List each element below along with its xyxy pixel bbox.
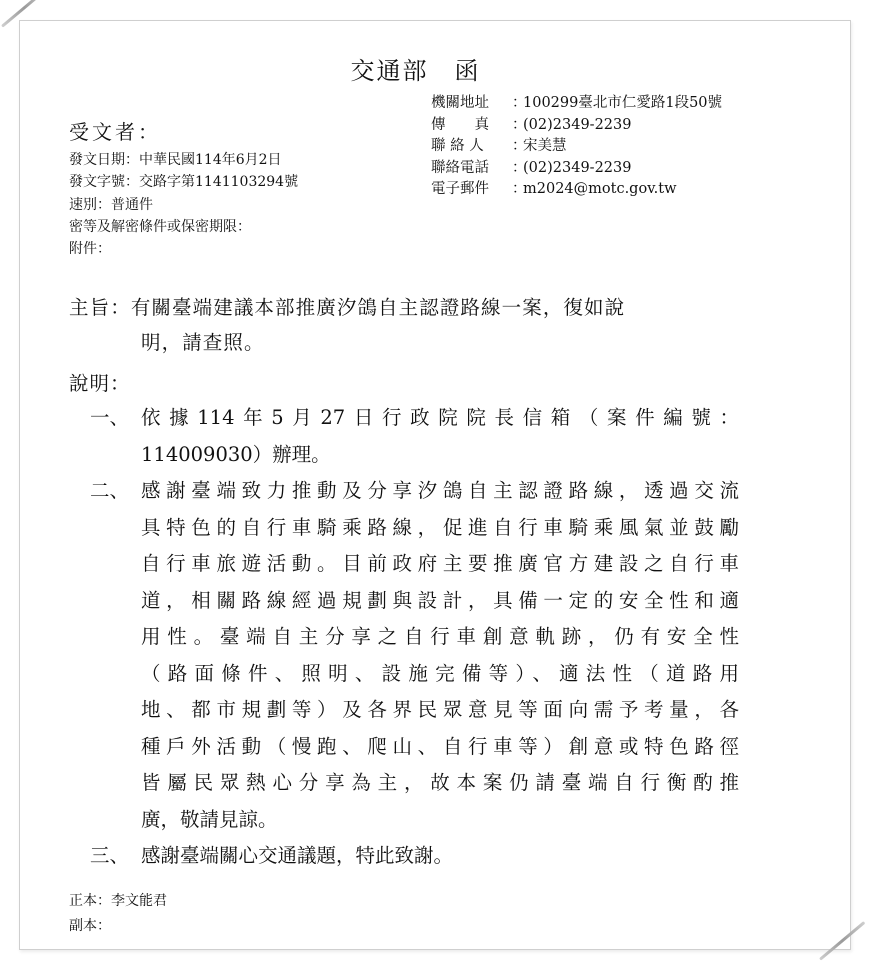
subject-section <box>69 290 625 360</box>
contact-value: 宋美慧 <box>523 138 567 154</box>
item-number: 一、 <box>90 406 130 429</box>
item-line: 感謝臺端關心交通議題，特此致謝。 <box>141 844 454 867</box>
contact-separator: ： <box>512 159 527 176</box>
item-line: 感謝臺端致力推動及分享汐鴿自主認證路線，透過交流 <box>141 479 739 502</box>
item-line: 自行車旅遊活動。目前政府主要推廣官方建設之自行車 <box>141 552 739 575</box>
subject-label: 主旨： <box>69 296 131 319</box>
subject-text: 有關臺端建議本部推廣汐鴿自主認證路線一案，復如說 <box>130 296 626 319</box>
original-recipient: 正本：李文能君 <box>69 893 167 909</box>
meta-speed-class: 速別：普通件 <box>69 196 153 213</box>
contact-value: m2024@motc.gov.tw <box>523 181 677 197</box>
explanation-item-1 <box>90 400 742 473</box>
item-line: 114009030）辦理。 <box>141 442 331 466</box>
item-number: 二、 <box>90 479 130 502</box>
copy-recipient: 副本： <box>69 918 111 934</box>
item-line: 皆屬民眾熱心分享為主，故本案仍請臺端自行衡酌推 <box>141 771 739 794</box>
receiver-label: 受文者： <box>69 120 161 144</box>
contact-separator: ： <box>512 138 527 154</box>
contact-label: 聯絡電話 <box>431 159 489 176</box>
contact-value: 100299臺北市仁愛路1段50號 <box>523 95 723 111</box>
meta-classification: 密等及解密條件或保密期限： <box>69 218 251 235</box>
contact-separator: ： <box>512 95 527 111</box>
meta-document-number: 發文字號：交路字第1141103294號 <box>69 174 299 191</box>
document-title: 交通部 函 <box>350 57 481 85</box>
contact-block <box>431 93 722 201</box>
contact-label: 聯 絡 人 <box>431 138 484 154</box>
subject-line-1 <box>69 290 625 325</box>
item-body <box>141 400 739 473</box>
contact-label: 電子郵件 <box>431 181 489 197</box>
contact-address <box>431 93 722 115</box>
contact-value: (02)2349-2239 <box>523 159 632 176</box>
meta-attachments: 附件： <box>69 241 111 258</box>
explanation-items <box>90 400 742 875</box>
item-line: 用性。臺端自主分享之自行車創意軌跡，仍有安全性 <box>141 625 739 648</box>
contact-label: 傳 真 <box>431 116 489 133</box>
explanation-label: 說明： <box>69 372 131 395</box>
explanation-item-2 <box>90 473 742 838</box>
item-number: 三、 <box>90 844 130 867</box>
contact-separator: ： <box>512 116 527 133</box>
item-line: 種戶外活動（慢跑、爬山、自行車等）創意或特色路徑 <box>141 734 739 758</box>
contact-phone <box>431 158 722 180</box>
item-body <box>141 473 739 838</box>
subject-line-2: 明，請查照。 <box>141 331 265 354</box>
contact-value: (02)2349-2239 <box>523 116 632 133</box>
item-line: 依據114年5月27日行政院院長信箱（案件編號： <box>141 406 739 429</box>
item-line: 廣，敬請見諒。 <box>141 807 278 831</box>
contact-fax <box>431 115 722 137</box>
item-line: 具特色的自行車騎乘路線，促進自行車騎乘風氣並鼓勵 <box>141 515 739 539</box>
contact-label: 機關地址 <box>431 95 489 111</box>
meta-issue-date: 發文日期：中華民國114年6月2日 <box>69 152 282 168</box>
document-meta <box>69 149 298 260</box>
contact-person <box>431 136 722 158</box>
item-line: （路面條件、照明、設施完備等）、適法性（道路用 <box>141 661 739 685</box>
contact-separator: ： <box>512 181 527 197</box>
explanation-item-3 <box>90 838 742 875</box>
item-line: 道，相關路線經過規劃與設計，具備一定的安全性和適 <box>141 588 739 612</box>
item-line: 地、都市規劃等）及各界民眾意見等面向需予考量，各 <box>141 698 739 721</box>
contact-email <box>431 179 722 201</box>
item-body <box>141 838 739 875</box>
distribution-block <box>69 889 167 939</box>
